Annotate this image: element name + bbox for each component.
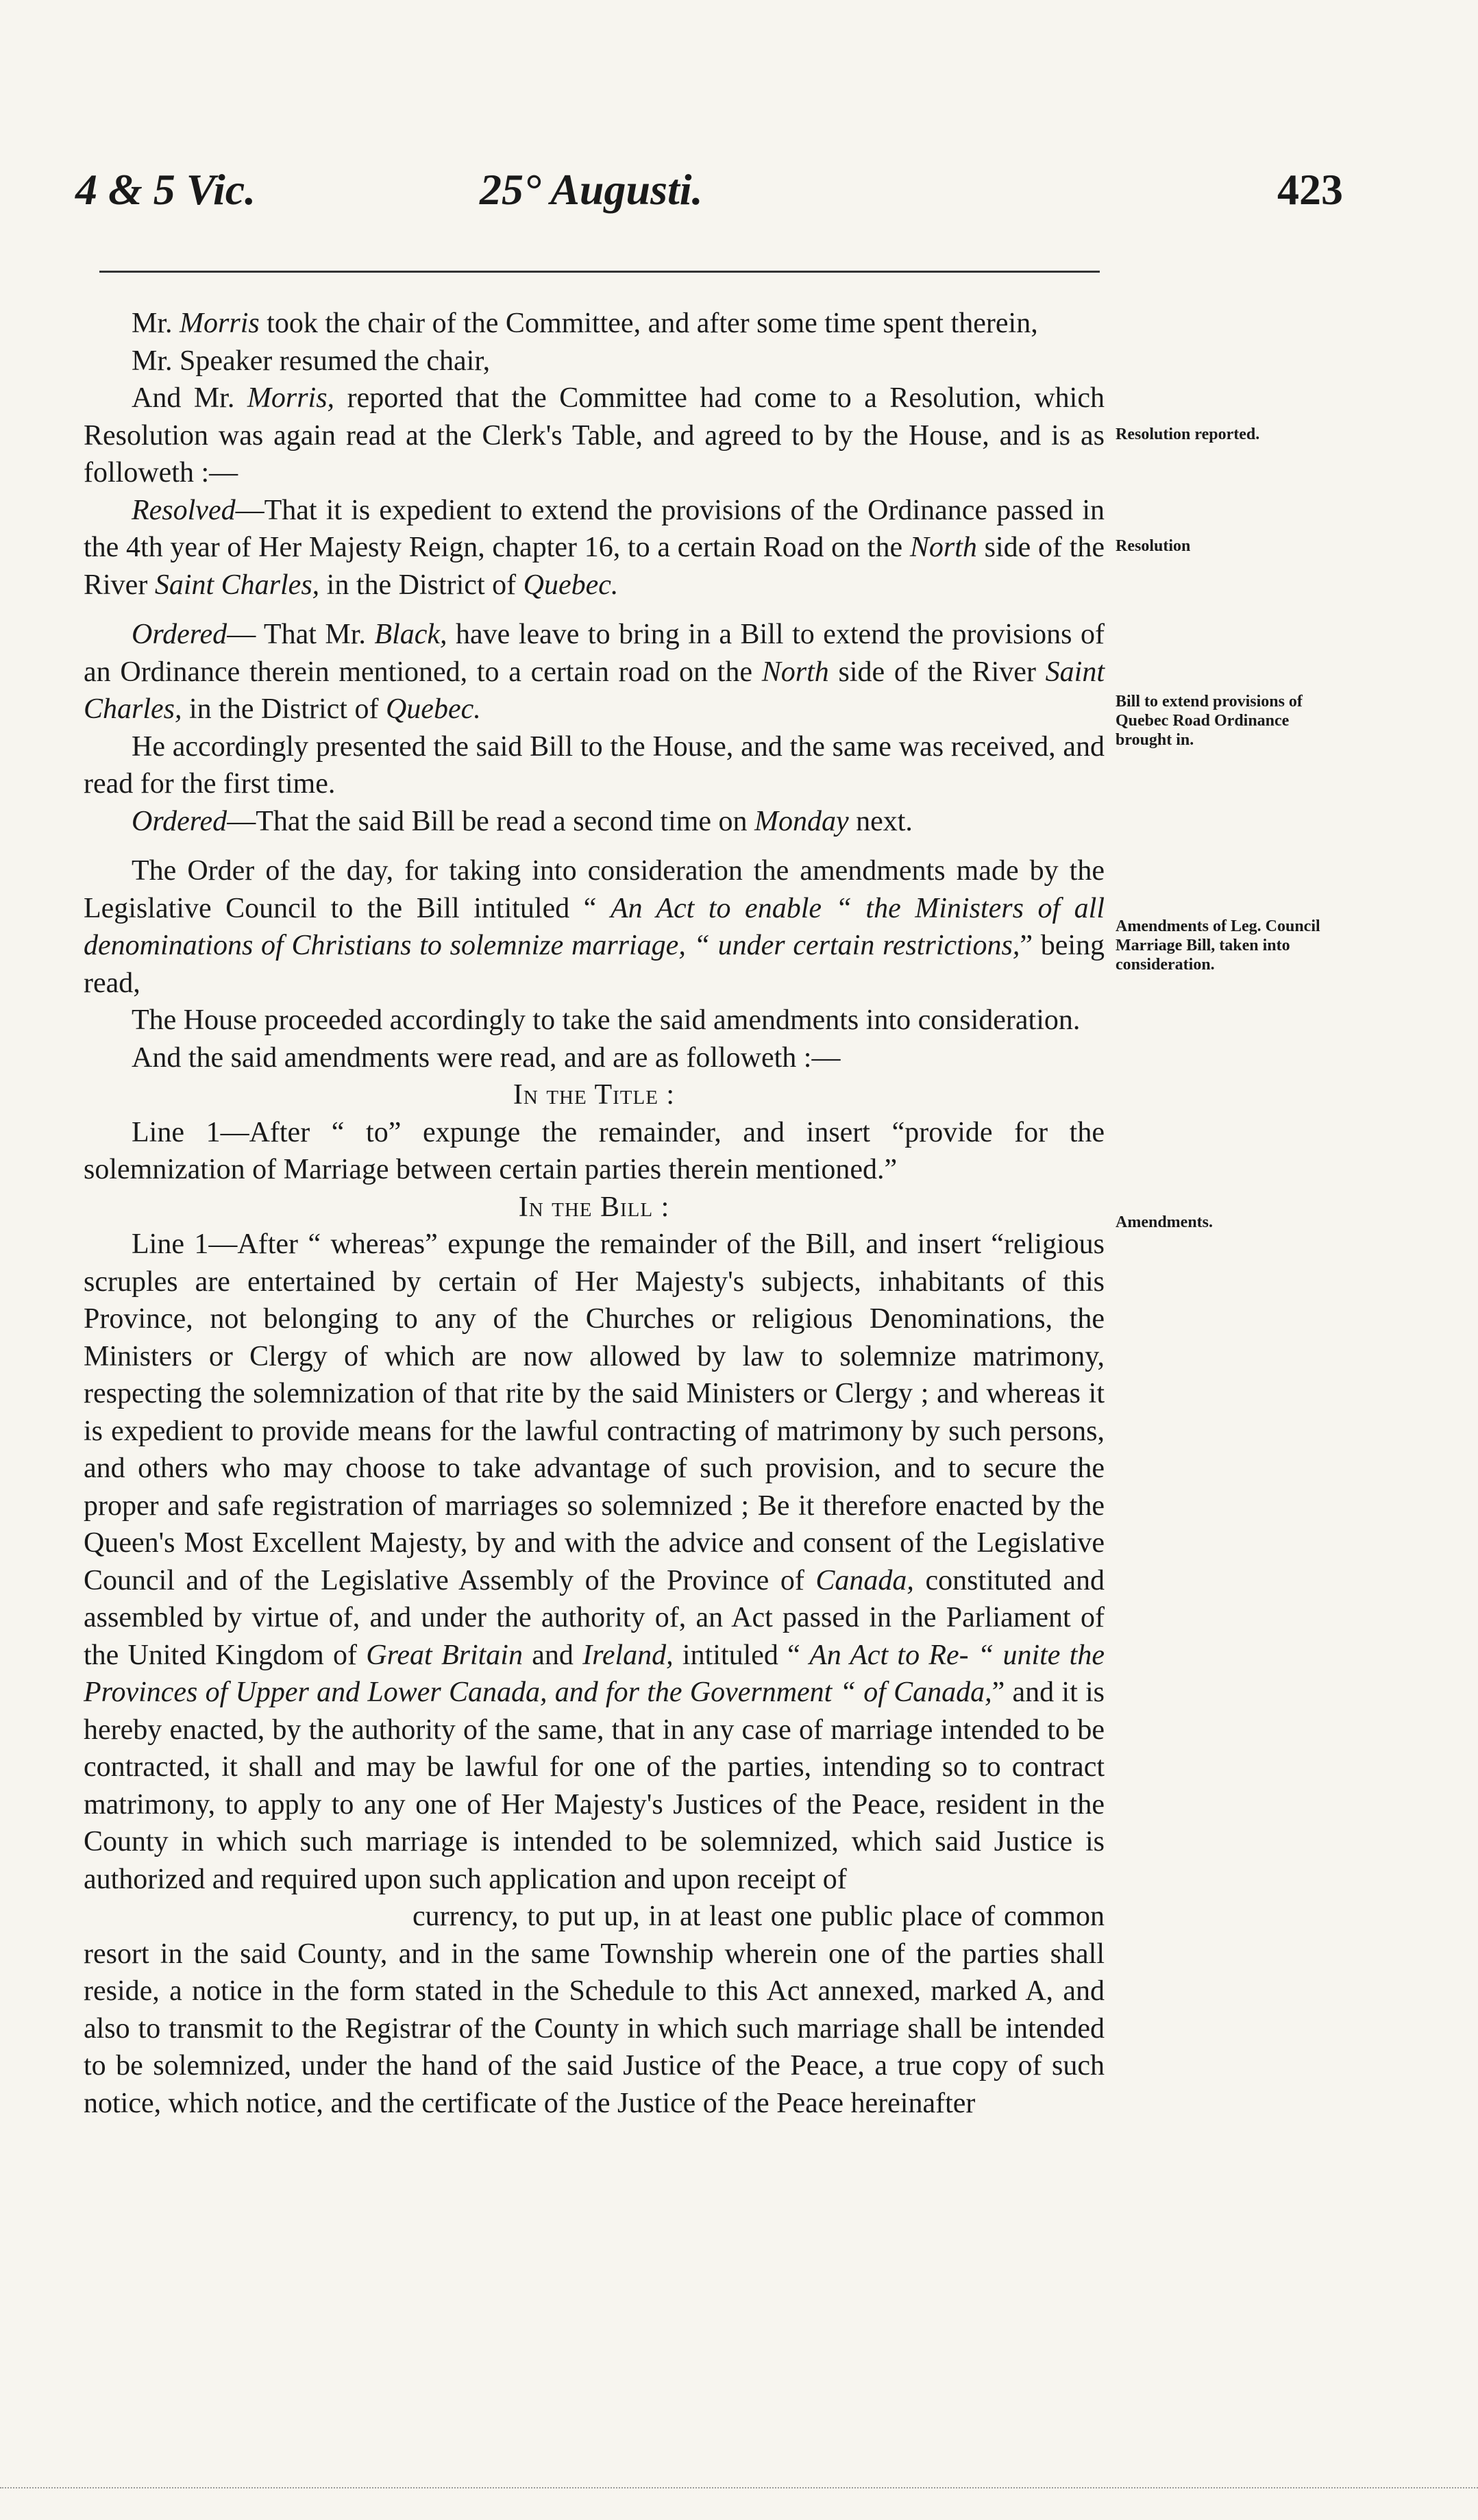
paragraph-order-of-day: The Order of the day, for taking into consideration the amendments made by the Legislative Council to the Bill intituled “ An Act to enable “ the Ministers of all denominations of Christians to solemnize marriage, “ under certain restrictions,” being read, [84,855,1105,999]
header-rule [99,271,1100,273]
paragraph-proceeded: The House proceeded accordingly to take the said amendments into consideration. [132,1004,1081,1036]
paragraph-resolved: Resolved—That it is expedient to extend the provisions of the Ordinance passed in the 4th year of Her Majesty Reign, chapter 16, to a certain Road on the North side of the River Saint Charles, in the District of Quebec. [84,494,1105,601]
session-date: 25° Augusti. [480,165,703,214]
paragraph-second-reading: Ordered—That the said Bill be read a second time on Monday next. [132,805,913,837]
paragraph-ordered-bill: Ordered— That Mr. Black, have leave to bring in a Bill to extend the provisions of an Ordinance therein mentioned, to a certain road on the North side of the River Saint Charles, in the District of Quebec. [84,619,1105,725]
bottom-edge [0,2487,1478,2488]
heading-in-the-bill: In the Bill : [518,1191,670,1223]
note-marriage-bill: Amendments of Leg. Council Marriage Bill, taken into consideration. [1116,917,1320,974]
paragraph-reported: And Mr. Morris, reported that the Committee had come to a Resolution, which Resolution was again read at the Clerk's Table, and agreed to by the House, and is as followeth :— [84,382,1105,489]
journal-body [84,305,1105,2122]
heading-in-the-title: In the Title : [513,1079,676,1111]
paragraph-committee: Mr. Morris took the chair of the Committee, and after some time spent therein, [132,308,1038,339]
paragraph-presented: He accordingly presented the said Bill to the House, and the same was received, and read for the first time. [84,730,1105,800]
paragraph-amendments-read: And the said amendments were read, and are as followeth :— [132,1041,841,1074]
paragraph-bill-amendment: Line 1—After “ whereas” expunge the remainder of the Bill, and insert “religious scruples are entertained by certain of Her Majesty's subjects, inhabitants of this Province, not belonging to any of the Churches or religious Denominations, the Ministers or Clergy of which are now allowed by law to solemnize matrimony, respecting the solemnization of that rite by the said Ministers or Clergy ; and whereas it is expedient to provide means for the lawful contracting of matrimony by such persons, and others who may choose to take advantage of such provision, and to secure the proper and safe registration of marriages so solemnized ; Be it therefore enacted by the Queen's Most Excellent Majesty, by and with the advice and consent of the Legislative Council and of the Legislative Assembly of the Province of Canada, constituted and assembled by virtue of, and under the authority of, an Act passed in the Parliament of the United Kingdom of Great Britain and Ireland, intituled “ An Act to Re- “ unite the Provinces of Upper and Lower Canada, and for the Government “ of Canada,” and it is hereby enacted, by the authority of the same, that in any case of marriage intended to be contracted, it shall and may be lawful for one of the parties, intending so to contract matrimony, to apply to any one of Her Majesty's Justices of the Peace, resident in the County in which such marriage is intended to be solemnized, which said Justice is authorized and required upon such application and upon receipt of [84,1228,1105,1895]
note-resolution: Resolution [1116,537,1191,555]
paragraph-speaker: Mr. Speaker resumed the chair, [132,345,491,377]
page-number: 423 [1277,165,1343,214]
paragraph-currency: currency, to put up, in at least one public place of common resort in the said County, and in the same Township wherein one of the parties shall reside, a notice in the form stated in the Schedule to this Act annexed, marked A, and also to transmit to the Registrar of the County in which such marriage shall be intended to be solemnized, under the hand of the said Justice of the Peace, a true copy of such notice, which notice, and the certificate of the Justice of the Peace hereinafter [84,1901,1105,2119]
paragraph-title-amendment: Line 1—After “ to” expunge the remainder, and insert “provide for the solemnization of Marriage between certain parties therein mentioned.” [84,1116,1105,1185]
note-amendments: Amendments. [1116,1213,1213,1231]
note-bill-quebec-road: Bill to extend provisions of Quebec Road Ordinance brought in. [1116,693,1303,749]
regnal-year: 4 & 5 Vic. [75,165,256,214]
page-header [75,164,1343,226]
note-resolution-reported: Resolution reported. [1116,425,1260,443]
